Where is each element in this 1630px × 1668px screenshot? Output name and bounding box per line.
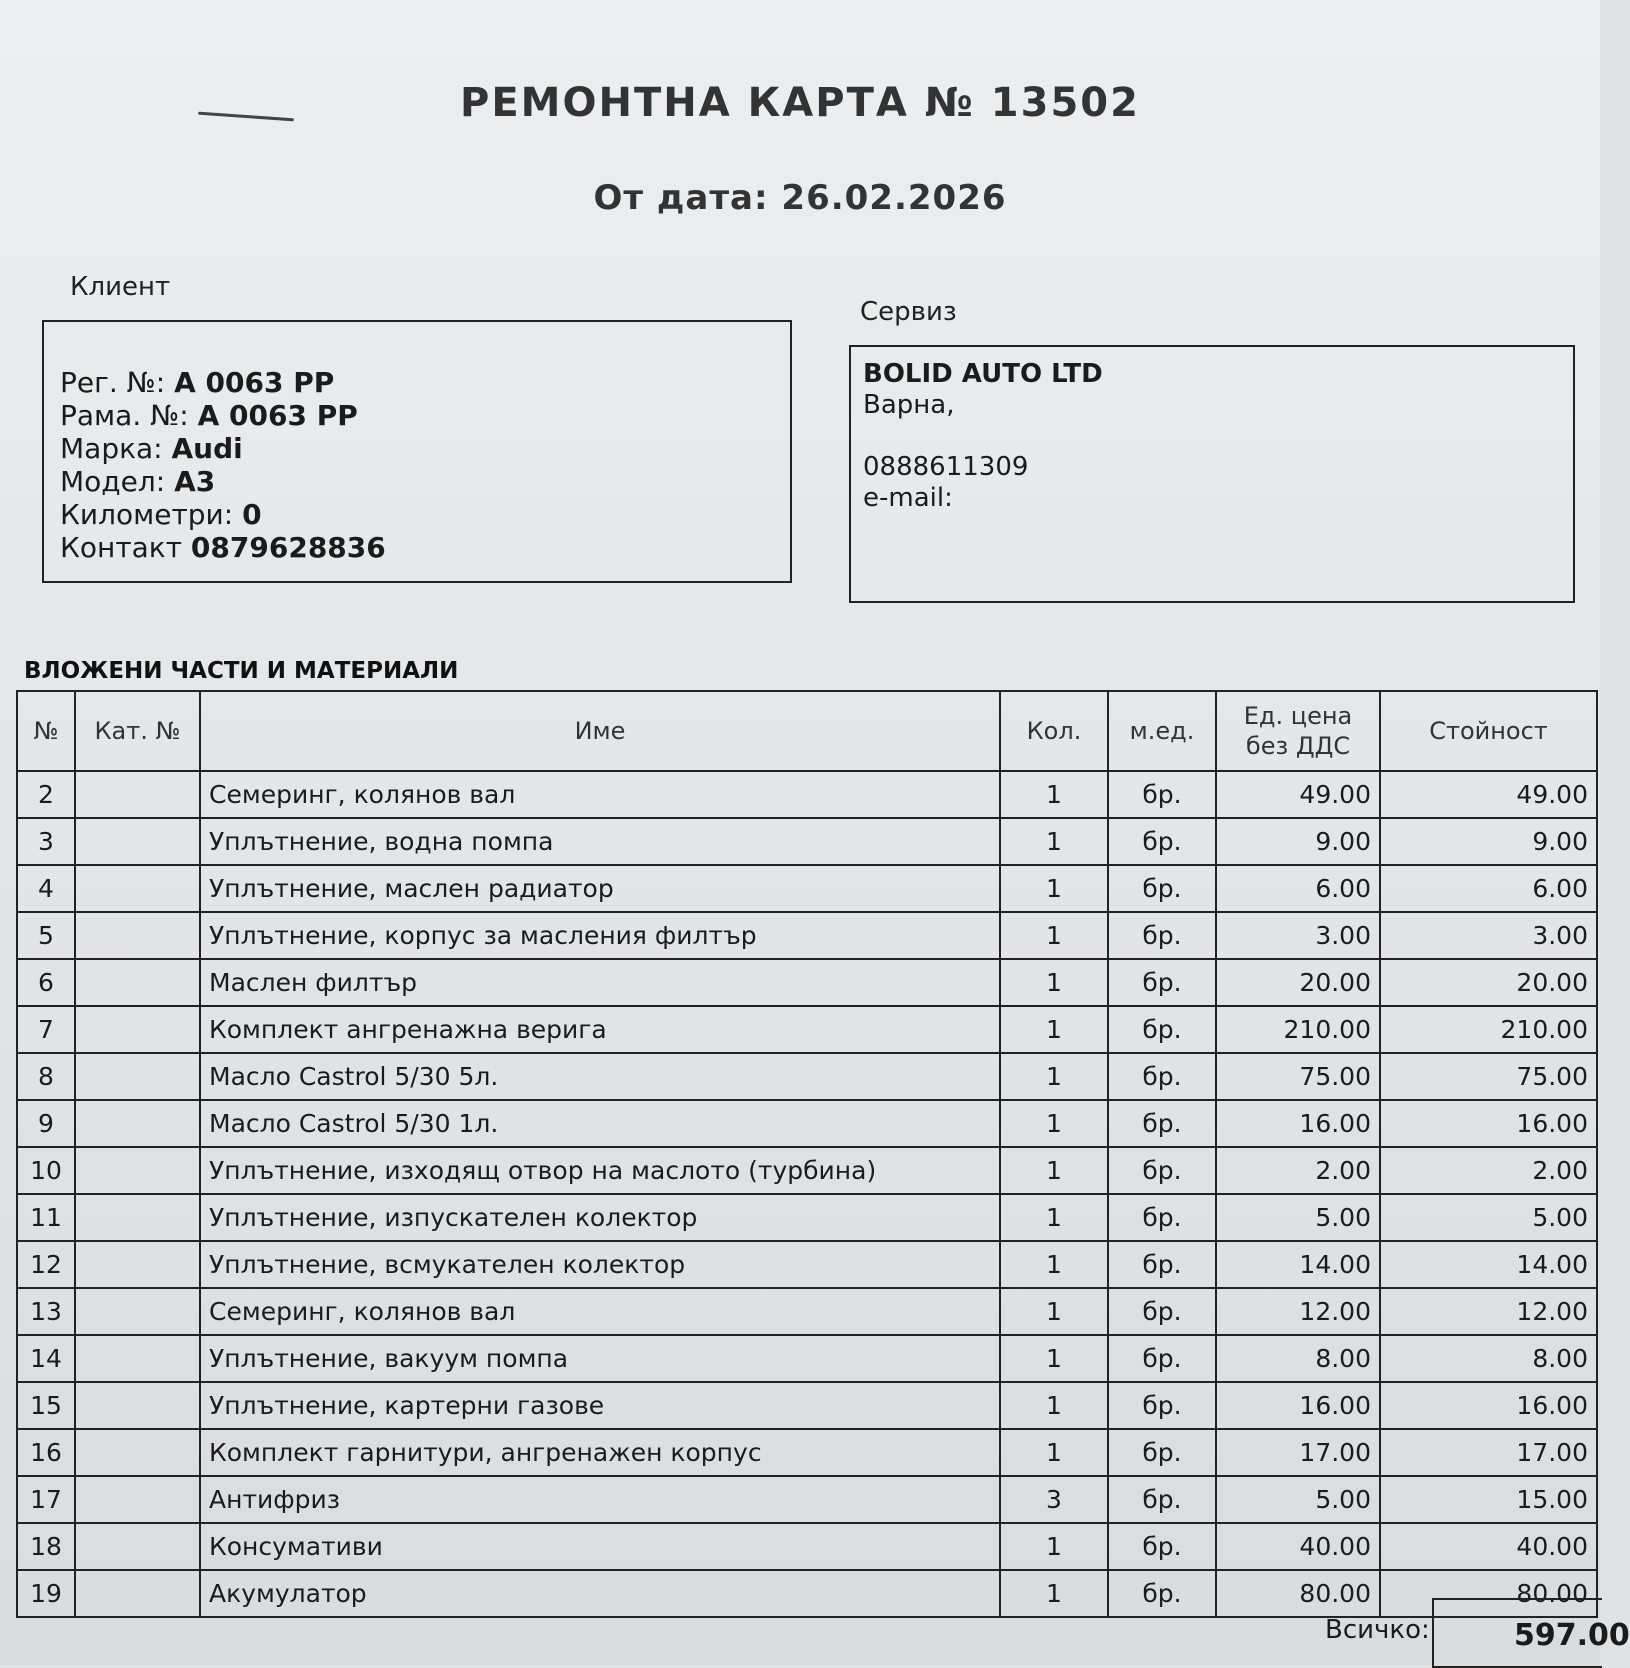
row-name: Акумулатор bbox=[200, 1570, 1000, 1617]
table-row bbox=[17, 1429, 1597, 1476]
row-qty: 1 bbox=[1000, 1382, 1108, 1429]
row-cat bbox=[75, 959, 200, 1006]
row-cat bbox=[75, 1006, 200, 1053]
table-row bbox=[17, 1194, 1597, 1241]
row-price: 9.00 bbox=[1216, 818, 1380, 865]
service-city: Варна, bbox=[863, 390, 955, 420]
col-unit: м.ед. bbox=[1108, 691, 1216, 771]
row-total: 3.00 bbox=[1380, 912, 1597, 959]
row-cat bbox=[75, 771, 200, 818]
field-key: Контакт bbox=[60, 531, 183, 564]
row-total: 210.00 bbox=[1380, 1006, 1597, 1053]
parts-body bbox=[17, 771, 1597, 1617]
row-unit: бр. bbox=[1108, 818, 1216, 865]
col-total: Стойност bbox=[1380, 691, 1597, 771]
row-unit: бр. bbox=[1108, 1100, 1216, 1147]
table-row bbox=[17, 1523, 1597, 1570]
client-km-row bbox=[60, 498, 790, 531]
table-row bbox=[17, 1288, 1597, 1335]
row-unit: бр. bbox=[1108, 959, 1216, 1006]
client-frame-value: A 0063 PP bbox=[197, 399, 358, 432]
row-name: Уплътнение, изходящ отвор на маслото (турбина) bbox=[200, 1147, 1000, 1194]
row-total: 20.00 bbox=[1380, 959, 1597, 1006]
row-price: 14.00 bbox=[1216, 1241, 1380, 1288]
table-row bbox=[17, 1335, 1597, 1382]
field-key: Модел: bbox=[60, 465, 166, 498]
field-key: Рег. №: bbox=[60, 366, 166, 399]
client-reg-row bbox=[60, 366, 790, 399]
field-key: Марка: bbox=[60, 432, 163, 465]
row-unit: бр. bbox=[1108, 771, 1216, 818]
service-name: BOLID AUTO LTD bbox=[863, 359, 1103, 389]
row-no: 16 bbox=[17, 1429, 75, 1476]
row-total: 49.00 bbox=[1380, 771, 1597, 818]
row-no: 15 bbox=[17, 1382, 75, 1429]
row-cat bbox=[75, 1194, 200, 1241]
row-unit: бр. bbox=[1108, 865, 1216, 912]
parts-heading: ВЛОЖЕНИ ЧАСТИ И МАТЕРИАЛИ bbox=[24, 658, 459, 684]
client-model-value: A3 bbox=[174, 465, 216, 498]
row-unit: бр. bbox=[1108, 1053, 1216, 1100]
row-name: Маслен филтър bbox=[200, 959, 1000, 1006]
table-row bbox=[17, 1147, 1597, 1194]
total-value: 597.00 bbox=[1432, 1598, 1602, 1668]
row-cat bbox=[75, 1100, 200, 1147]
service-label: Сервиз bbox=[860, 297, 957, 327]
row-no: 5 bbox=[17, 912, 75, 959]
client-model-row bbox=[60, 465, 790, 498]
row-price: 17.00 bbox=[1216, 1429, 1380, 1476]
client-km-value: 0 bbox=[242, 498, 262, 531]
row-qty: 1 bbox=[1000, 771, 1108, 818]
row-no: 7 bbox=[17, 1006, 75, 1053]
row-qty: 1 bbox=[1000, 1053, 1108, 1100]
row-total: 2.00 bbox=[1380, 1147, 1597, 1194]
row-qty: 1 bbox=[1000, 1335, 1108, 1382]
row-total: 14.00 bbox=[1380, 1241, 1597, 1288]
row-qty: 1 bbox=[1000, 1006, 1108, 1053]
client-label: Клиент bbox=[70, 272, 171, 302]
table-row bbox=[17, 1476, 1597, 1523]
row-price: 2.00 bbox=[1216, 1147, 1380, 1194]
row-name: Уплътнение, корпус за масления филтър bbox=[200, 912, 1000, 959]
row-total: 15.00 bbox=[1380, 1476, 1597, 1523]
row-price: 210.00 bbox=[1216, 1006, 1380, 1053]
parts-header-row bbox=[17, 691, 1597, 771]
table-row bbox=[17, 1006, 1597, 1053]
row-qty: 1 bbox=[1000, 1429, 1108, 1476]
row-qty: 1 bbox=[1000, 1523, 1108, 1570]
row-qty: 1 bbox=[1000, 1147, 1108, 1194]
row-no: 11 bbox=[17, 1194, 75, 1241]
service-email-label: e-mail: bbox=[863, 483, 953, 513]
row-no: 18 bbox=[17, 1523, 75, 1570]
row-unit: бр. bbox=[1108, 1194, 1216, 1241]
row-unit: бр. bbox=[1108, 912, 1216, 959]
row-unit: бр. bbox=[1108, 1570, 1216, 1617]
row-name: Уплътнение, всмукателен колектор bbox=[200, 1241, 1000, 1288]
row-price: 3.00 bbox=[1216, 912, 1380, 959]
row-total: 17.00 bbox=[1380, 1429, 1597, 1476]
table-row bbox=[17, 1570, 1597, 1617]
row-unit: бр. bbox=[1108, 1147, 1216, 1194]
row-unit: бр. bbox=[1108, 1429, 1216, 1476]
total-label: Всичко: bbox=[1325, 1615, 1430, 1645]
row-no: 19 bbox=[17, 1570, 75, 1617]
row-no: 9 bbox=[17, 1100, 75, 1147]
row-cat bbox=[75, 1335, 200, 1382]
table-row bbox=[17, 912, 1597, 959]
row-total: 16.00 bbox=[1380, 1382, 1597, 1429]
parts-table bbox=[16, 690, 1598, 1618]
row-price: 5.00 bbox=[1216, 1194, 1380, 1241]
row-unit: бр. bbox=[1108, 1476, 1216, 1523]
col-name: Име bbox=[200, 691, 1000, 771]
row-cat bbox=[75, 818, 200, 865]
row-no: 13 bbox=[17, 1288, 75, 1335]
row-name: Уплътнение, вакуум помпа bbox=[200, 1335, 1000, 1382]
row-no: 8 bbox=[17, 1053, 75, 1100]
row-qty: 1 bbox=[1000, 959, 1108, 1006]
row-total: 80.00 bbox=[1380, 1570, 1597, 1617]
document-title: РЕМОНТНА КАРТА № 13502 bbox=[460, 80, 1140, 126]
row-qty: 1 bbox=[1000, 1241, 1108, 1288]
row-unit: бр. bbox=[1108, 1335, 1216, 1382]
client-make-value: Audi bbox=[171, 432, 243, 465]
row-unit: бр. bbox=[1108, 1523, 1216, 1570]
row-price: 16.00 bbox=[1216, 1382, 1380, 1429]
client-box bbox=[42, 320, 792, 583]
row-cat bbox=[75, 1147, 200, 1194]
row-qty: 1 bbox=[1000, 818, 1108, 865]
row-name: Масло Castrol 5/30 1л. bbox=[200, 1100, 1000, 1147]
table-row bbox=[17, 1053, 1597, 1100]
row-total: 40.00 bbox=[1380, 1523, 1597, 1570]
row-price: 80.00 bbox=[1216, 1570, 1380, 1617]
table-row bbox=[17, 959, 1597, 1006]
row-price: 5.00 bbox=[1216, 1476, 1380, 1523]
row-total: 5.00 bbox=[1380, 1194, 1597, 1241]
row-no: 10 bbox=[17, 1147, 75, 1194]
row-price: 49.00 bbox=[1216, 771, 1380, 818]
row-no: 3 bbox=[17, 818, 75, 865]
col-no: № bbox=[17, 691, 75, 771]
row-name: Уплътнение, водна помпа bbox=[200, 818, 1000, 865]
row-price: 16.00 bbox=[1216, 1100, 1380, 1147]
row-name: Комплект ангренажна верига bbox=[200, 1006, 1000, 1053]
row-name: Семеринг, колянов вал bbox=[200, 1288, 1000, 1335]
row-no: 6 bbox=[17, 959, 75, 1006]
row-qty: 1 bbox=[1000, 1288, 1108, 1335]
client-contact-row bbox=[60, 531, 790, 564]
row-name: Семеринг, колянов вал bbox=[200, 771, 1000, 818]
row-name: Уплътнение, картерни газове bbox=[200, 1382, 1000, 1429]
row-name: Консумативи bbox=[200, 1523, 1000, 1570]
row-name: Уплътнение, маслен радиатор bbox=[200, 865, 1000, 912]
row-no: 17 bbox=[17, 1476, 75, 1523]
row-price: 8.00 bbox=[1216, 1335, 1380, 1382]
row-total: 6.00 bbox=[1380, 865, 1597, 912]
row-no: 4 bbox=[17, 865, 75, 912]
row-name: Комплект гарнитури, ангренажен корпус bbox=[200, 1429, 1000, 1476]
row-total: 8.00 bbox=[1380, 1335, 1597, 1382]
row-price: 12.00 bbox=[1216, 1288, 1380, 1335]
row-cat bbox=[75, 1570, 200, 1617]
client-frame-row bbox=[60, 399, 790, 432]
service-box bbox=[849, 345, 1575, 603]
col-price: Ед. цена без ДДС bbox=[1216, 691, 1380, 771]
row-qty: 1 bbox=[1000, 1570, 1108, 1617]
row-name: Антифриз bbox=[200, 1476, 1000, 1523]
table-row bbox=[17, 865, 1597, 912]
field-key: Километри: bbox=[60, 498, 234, 531]
row-no: 14 bbox=[17, 1335, 75, 1382]
document-date: От дата: 26.02.2026 bbox=[593, 178, 1007, 218]
row-cat bbox=[75, 865, 200, 912]
table-row bbox=[17, 1100, 1597, 1147]
row-price: 75.00 bbox=[1216, 1053, 1380, 1100]
row-price: 6.00 bbox=[1216, 865, 1380, 912]
client-reg-value: A 0063 PP bbox=[174, 366, 335, 399]
table-row bbox=[17, 1382, 1597, 1429]
row-cat bbox=[75, 1429, 200, 1476]
row-name: Масло Castrol 5/30 5л. bbox=[200, 1053, 1000, 1100]
row-no: 12 bbox=[17, 1241, 75, 1288]
field-key: Рама. №: bbox=[60, 399, 189, 432]
row-total: 12.00 bbox=[1380, 1288, 1597, 1335]
row-name: Уплътнение, изпускателен колектор bbox=[200, 1194, 1000, 1241]
row-total: 16.00 bbox=[1380, 1100, 1597, 1147]
row-qty: 1 bbox=[1000, 1194, 1108, 1241]
row-unit: бр. bbox=[1108, 1006, 1216, 1053]
col-qty: Кол. bbox=[1000, 691, 1108, 771]
row-cat bbox=[75, 1476, 200, 1523]
row-price: 20.00 bbox=[1216, 959, 1380, 1006]
row-qty: 1 bbox=[1000, 1100, 1108, 1147]
row-unit: бр. bbox=[1108, 1288, 1216, 1335]
row-no: 2 bbox=[17, 771, 75, 818]
row-qty: 1 bbox=[1000, 865, 1108, 912]
row-cat bbox=[75, 1053, 200, 1100]
row-cat bbox=[75, 1241, 200, 1288]
row-cat bbox=[75, 912, 200, 959]
service-phone: 0888611309 bbox=[863, 452, 1029, 482]
row-qty: 1 bbox=[1000, 912, 1108, 959]
col-cat: Кат. № bbox=[75, 691, 200, 771]
client-contact-value: 0879628836 bbox=[190, 531, 386, 564]
row-total: 9.00 bbox=[1380, 818, 1597, 865]
row-unit: бр. bbox=[1108, 1382, 1216, 1429]
row-cat bbox=[75, 1523, 200, 1570]
row-cat bbox=[75, 1288, 200, 1335]
row-price: 40.00 bbox=[1216, 1523, 1380, 1570]
row-qty: 3 bbox=[1000, 1476, 1108, 1523]
row-cat bbox=[75, 1382, 200, 1429]
table-row bbox=[17, 1241, 1597, 1288]
table-row bbox=[17, 818, 1597, 865]
row-total: 75.00 bbox=[1380, 1053, 1597, 1100]
client-make-row bbox=[60, 432, 790, 465]
row-unit: бр. bbox=[1108, 1241, 1216, 1288]
table-row bbox=[17, 771, 1597, 818]
